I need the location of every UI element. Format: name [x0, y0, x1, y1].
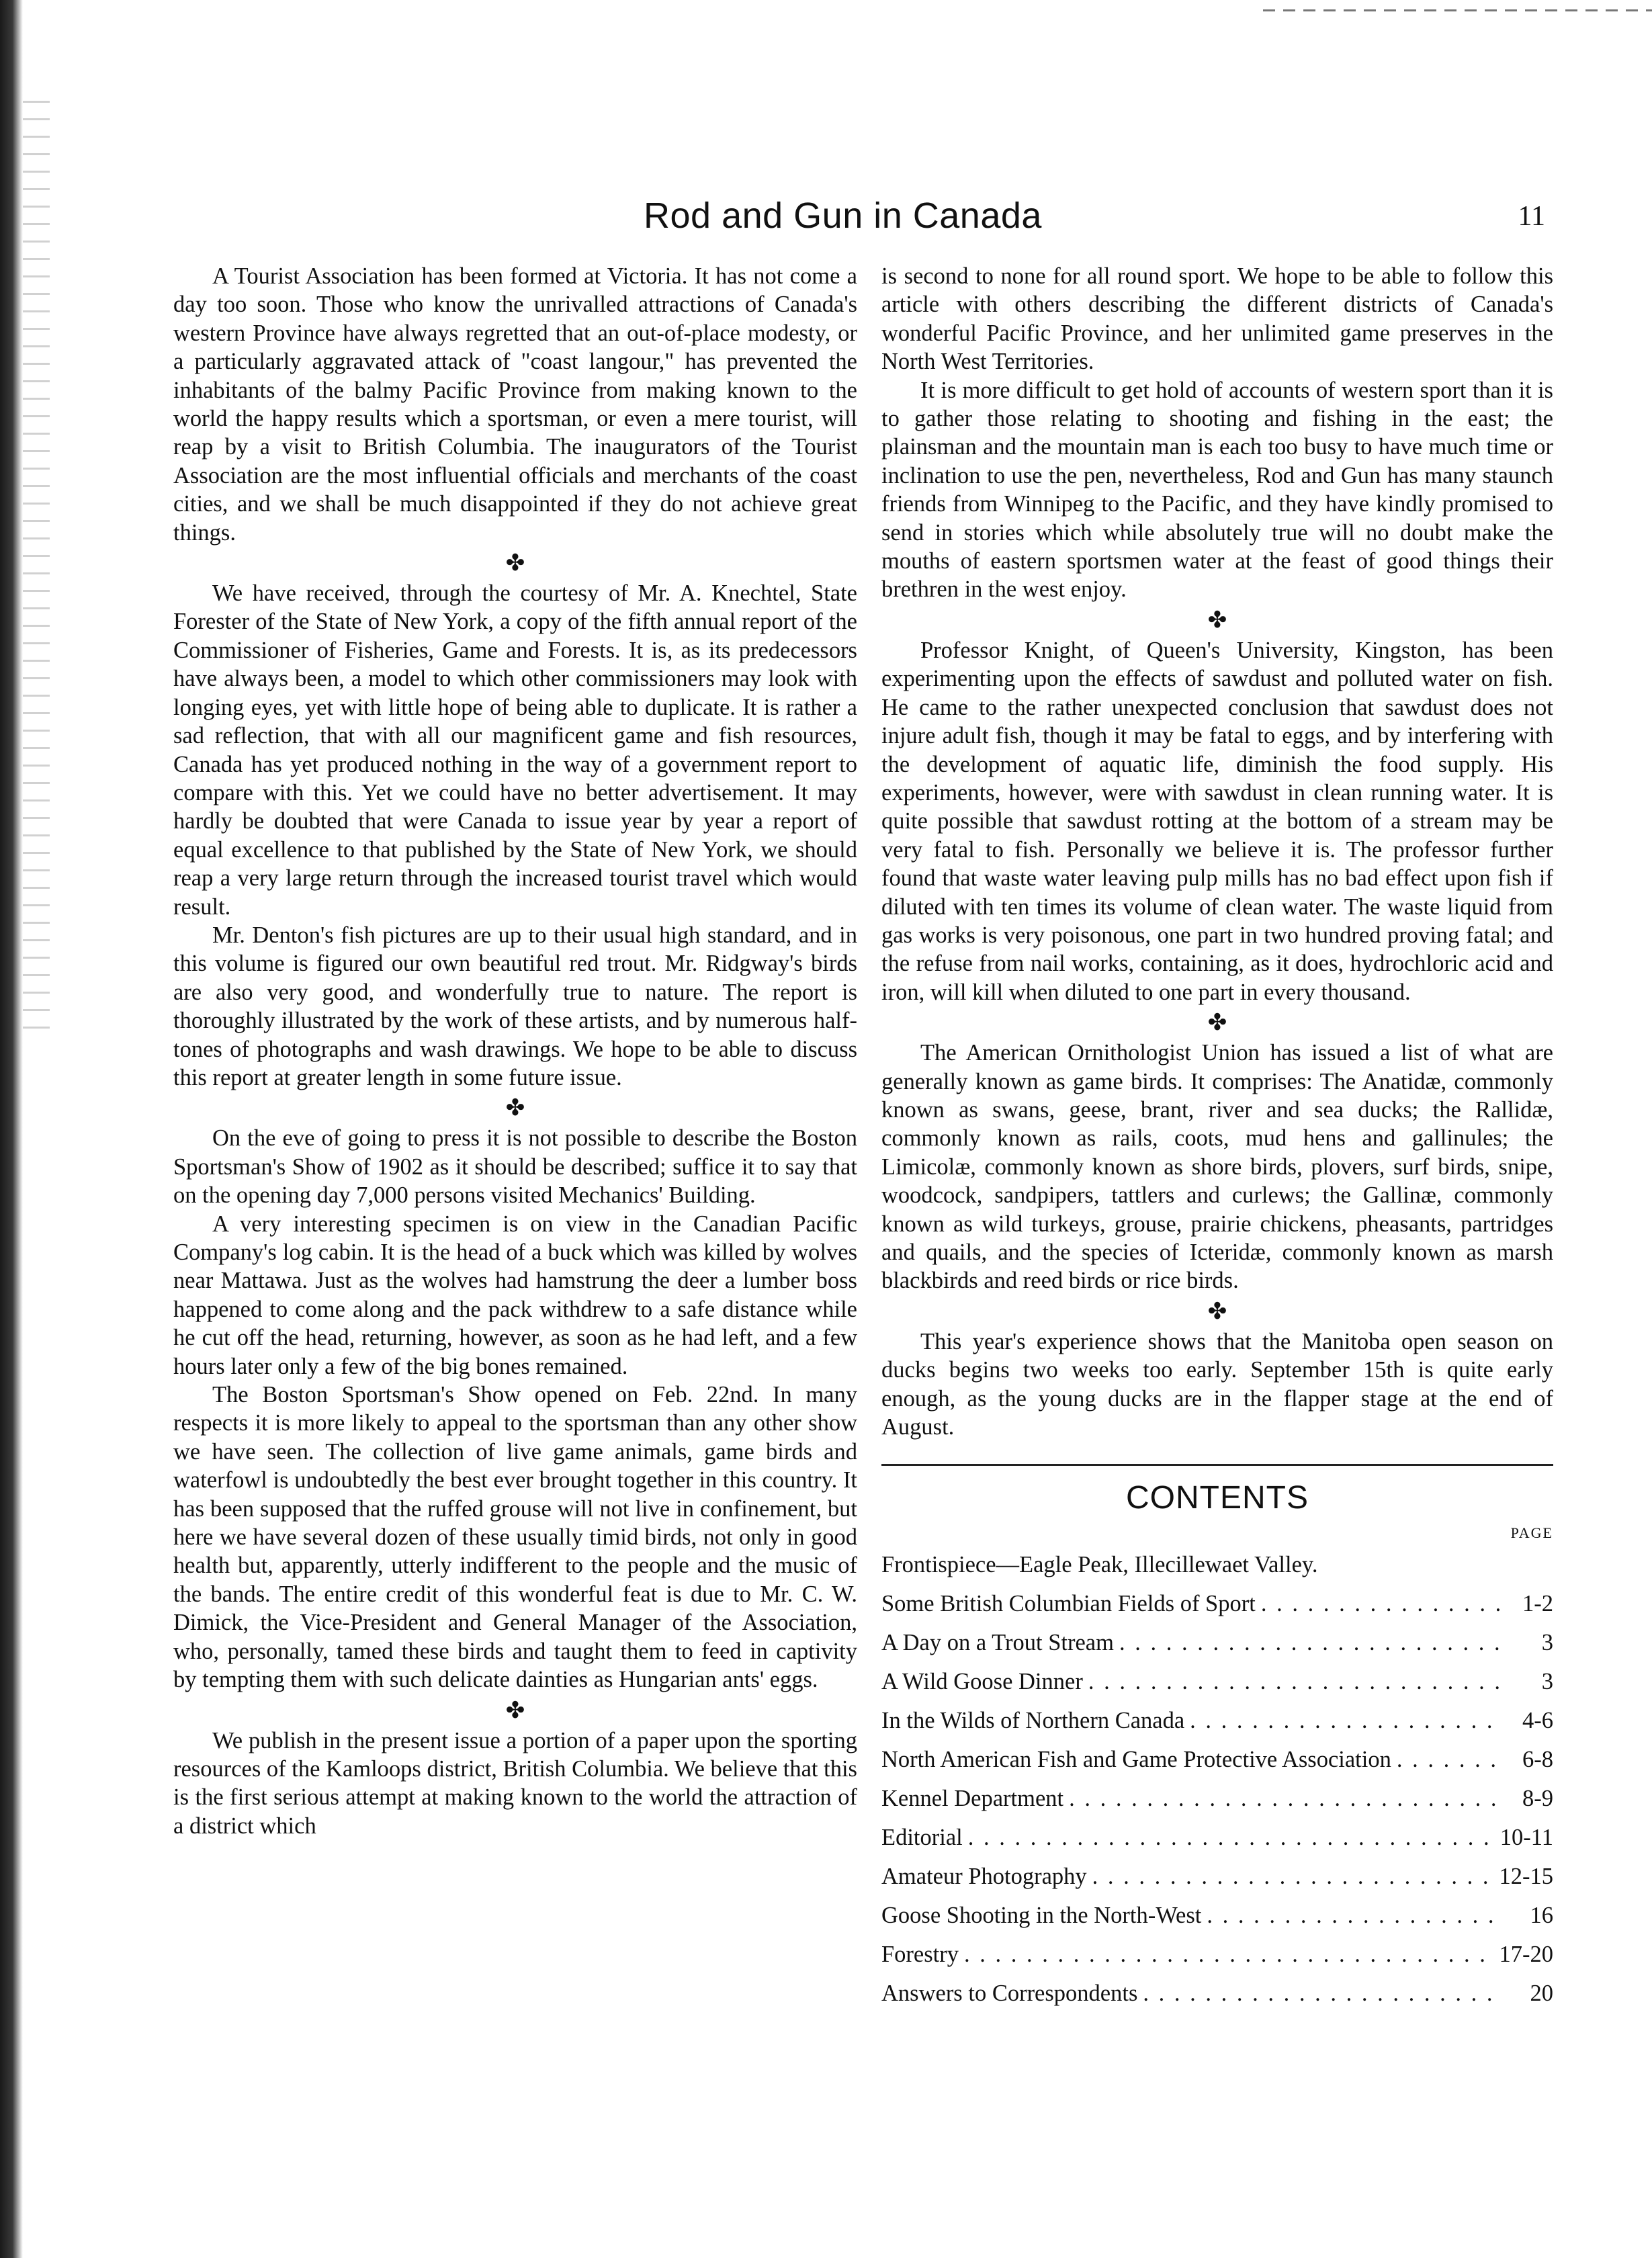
toc-leader-dots	[1190, 1701, 1499, 1740]
toc-entry-page: 3	[1541, 1630, 1553, 1656]
paragraph-kamloops-continued: is second to none for all round sport. We hope to be able to follow this article with others describing the different districts of Canada's wonderful Pacific Province, and her unlimited game preserves in the North West Territories.	[881, 263, 1553, 375]
running-title: Rod and Gun in Canada	[644, 196, 1042, 236]
right-column	[881, 262, 1553, 2013]
toc-entry	[881, 1935, 1553, 1974]
section-separator: ✤	[1207, 606, 1227, 634]
toc-entry-title: North American Fish and Game Protective Association	[881, 1747, 1391, 1773]
toc-entry-title: Amateur Photography	[881, 1864, 1087, 1890]
toc-entry	[881, 1779, 1553, 1818]
scan-binding-specks	[23, 101, 50, 1041]
page-number: 11	[1518, 201, 1545, 232]
paragraph-western-sport: It is more difficult to get hold of accounts of western sport than it is to gather those relating to shooting and fishing in the east; the plainsman and the mountain man is each too busy to have much time or inclination to use the pen, nevertheless, Rod and Gun has many staunch friends from Winnipeg to the Pacific, and they have kindly promised to send in stories which while absolutely true will no doubt make the mouths of eastern sportsmen water at the feast of good things their brethren in the west enjoy.	[881, 377, 1553, 603]
toc-entry-page: 16	[1530, 1903, 1553, 1929]
section-separator: ✤	[1207, 1009, 1227, 1037]
toc-entry-title: Goose Shooting in the North-West	[881, 1903, 1202, 1929]
paragraph-ornithologist-union: The American Ornithologist Union has issued a list of what are generally known as game birds. It comprises: The Anatidæ, commonly known as swans, geese, brant, river and sea ducks; the Rallidæ, commonly known as rails, coots, mud hens and gallinules; the Limicolæ, commonly known as shore birds, plovers, surf birds, snipe, woodcock, sandpipers, tattlers and curlews; the Gallinæ, commonly known as wild turkeys, grouse, prairie chickens, pheasants, partridges and quails, and the species of Icteridæ, commonly known as marsh blackbirds and reed birds or rice birds.	[881, 1040, 1553, 1294]
toc-entry	[881, 1662, 1553, 1701]
paragraph-boston-show-opened: The Boston Sportsman's Show opened on Feb. 22nd. In many respects it is more likely to appeal to the sportsman than any other show we have seen. The collection of live game animals, game birds and waterfowl is undoubtedly the best ever brought together in this country. It has been supposed that the ruffed grouse will not live in confinement, but here we have several dozen of these usually timid birds, not only in good health but, apparently, utterly indifferent to the people and the music of the bands. The entire credit of this wonderful feat is due to Mr. C. W. Dimick, the Vice-President and General Manager of the Association, who, personally, tamed these birds and taught them to feed in captivity by tempting them with such delicate dainties as Hungarian ants' eggs.	[173, 1382, 857, 1693]
toc-leader-dots	[1261, 1584, 1499, 1623]
section-separator: ✤	[505, 1696, 525, 1724]
toc-leader-dots	[1092, 1857, 1494, 1896]
toc-leader-dots	[968, 1818, 1495, 1857]
toc-leader-dots	[1069, 1779, 1499, 1818]
toc-entry	[881, 1857, 1553, 1896]
paragraph-buck-specimen: A very interesting specimen is on view in the Canadian Pacific Company's log cabin. It is the head of a buck which was killed by wolves near Mattawa. Just as the wolves had hamstrung the deer a lumber boss happened to come along and the pack withdrew to a safe distance while he cut off the head, returning, however, as soon as he had left, and a few hours later only a few of the big bones remained.	[173, 1211, 857, 1379]
toc-leader-dots	[1119, 1623, 1499, 1662]
toc-entry-title: A Day on a Trout Stream	[881, 1630, 1114, 1656]
toc-leader-dots	[1397, 1740, 1499, 1779]
toc-leader-dots	[1143, 1974, 1499, 2013]
contents-page-label: PAGE	[1510, 1524, 1553, 1542]
toc-entry	[881, 1623, 1553, 1662]
section-separator: ✤	[505, 1094, 525, 1122]
toc-entry-page: 12-15	[1499, 1864, 1553, 1890]
toc-entry-title: In the Wilds of Northern Canada	[881, 1708, 1185, 1734]
toc-entry-title: Answers to Correspondents	[881, 1981, 1138, 2007]
toc-entry	[881, 1701, 1553, 1740]
toc-entry-page: 6-8	[1522, 1747, 1553, 1773]
toc-entry	[881, 1740, 1553, 1779]
page-header	[161, 195, 1545, 255]
toc-entry-title: Some British Columbian Fields of Sport	[881, 1591, 1256, 1617]
toc-entry-title: Forestry	[881, 1942, 959, 1968]
toc-entry	[881, 1896, 1553, 1935]
contents-frontispiece: Frontispiece—Eagle Peak, Illecillewaet Valley.	[881, 1552, 1318, 1578]
paragraph-manitoba-season: This year's experience shows that the Manitoba open season on ducks begins two weeks too early. September 15th is quite early enough, as the young ducks are in the flapper stage at the end of August.	[881, 1328, 1553, 1440]
toc-leader-dots	[1088, 1662, 1499, 1701]
paragraph-tourist-association: A Tourist Association has been formed at Victoria. It has not come a day too soon. Those who know the unrivalled attractions of Canada's western Province have always regretted that an out-of-place modesty, or a particularly aggravated attack of "coast langour," has prevented the inhabitants of the balmy Pacific Province from making known to the world the happy results which a sportsman, or even a mere tourist, will reap by a visit to British Columbia. The inaugurators of the Tourist Association are the most influential officials and merchants of the coast cities, and we shall be much disappointed if they do not achieve great things.	[173, 263, 857, 546]
paragraph-denton-pictures: Mr. Denton's fish pictures are up to their usual high standard, and in this volume is figured our own beautiful red trout. Mr. Ridgway's birds are also very good, and wonderfully true to nature. The report is thoroughly illustrated by the work of these artists, and by numerous half-tones of photographs and wash drawings. We hope to be able to discuss this report at greater length in some future issue.	[173, 922, 857, 1090]
toc-entry-page: 20	[1530, 1981, 1553, 2007]
toc-entry-page: 10-11	[1499, 1825, 1553, 1851]
toc-entry-page: 1-2	[1522, 1591, 1553, 1617]
toc-entry-page: 8-9	[1522, 1786, 1553, 1812]
paragraph-boston-show-eve: On the eve of going to press it is not possible to describe the Boston Sportsman's Show of 1902 as it should be described; suffice it to say that on the opening day 7,000 persons visited Mechanics' Building.	[173, 1125, 857, 1209]
toc-leader-dots	[964, 1935, 1494, 1974]
contents-title: CONTENTS	[1126, 1480, 1309, 1516]
toc-entry	[881, 1974, 1553, 2013]
toc-entry	[881, 1584, 1553, 1623]
contents-divider	[881, 1464, 1553, 1466]
toc-entry-title: Editorial	[881, 1825, 963, 1851]
section-separator: ✤	[505, 550, 525, 577]
paragraph-kamloops-paper: We publish in the present issue a portion of a paper upon the sporting resources of the Kamloops district, British Columbia. We believe that this is the first serious attempt at making known to the world the attraction of a district which	[173, 1727, 857, 1839]
paragraph-professor-knight: Professor Knight, of Queen's University, Kingston, has been experimenting upon the effects of sawdust and polluted water on fish. He came to the rather unexpected conclusion that sawdust does not injure adult fish, though it may be fatal to eggs, and by interfering with the development of aquatic life, diminish the food supply. His experiments, however, were with sawdust in clean running water. It is quite possible that sawdust rotting at the bottom of a stream may be very fatal to fish. Personally we believe it is. The professor further found that waste water leaving pulp mills has no bad effect upon fish if diluted with ten times its volume of clean water. The waste liquid from gas works is very poisonous, one part in two hundred proving fatal; and the refuse from nail works, containing, as it does, hydrochloric acid and iron, will kill when diluted to one part in every thousand.	[881, 637, 1553, 1005]
toc-entry-page: 17-20	[1499, 1942, 1553, 1968]
scan-binding-edge	[0, 0, 23, 2258]
toc-entry	[881, 1818, 1553, 1857]
toc-entry-title: Kennel Department	[881, 1786, 1064, 1812]
toc-entry-title: A Wild Goose Dinner	[881, 1669, 1083, 1695]
left-column	[173, 262, 857, 1840]
toc-entry-page: 4-6	[1522, 1708, 1553, 1734]
paragraph-new-york-report: We have received, through the courtesy of Mr. A. Knechtel, State Forester of the State of New York, a copy of the fifth annual report of the Commissioner of Fisheries, Game and Forests. It is, as its predecessors have always been, a model to which other commissioners may look with longing eyes, yet with little hope of being able to duplicate. It is rather a sad reflection, that with all our magnificent game and fish resources, Canada has yet produced nothing in the way of a government report to compare with this. Yet we could have no better advertisement. It may hardly be doubted that were Canada to issue year by year a report of equal excellence to that published by the State of New York, we should reap a very large return through the increased tourist travel which would result.	[173, 580, 857, 920]
top-dashed-rule	[1263, 9, 1652, 11]
toc-leader-dots	[1207, 1896, 1499, 1935]
section-separator: ✤	[1207, 1297, 1227, 1325]
toc-entry-page: 3	[1541, 1669, 1553, 1695]
